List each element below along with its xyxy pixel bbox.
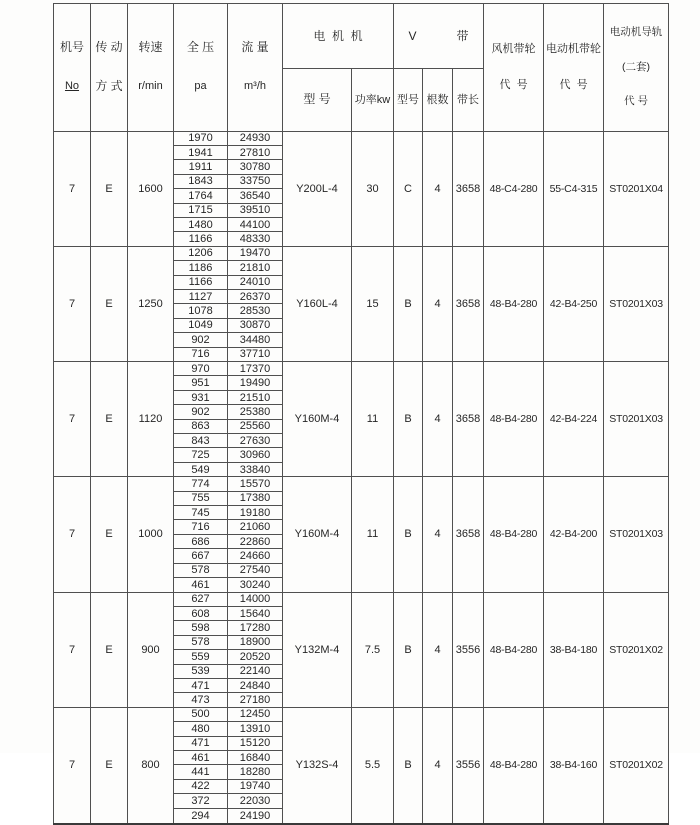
pressure-cell: 1166 [174,232,228,246]
fan-spec-table [53,3,669,825]
flow-cell: 12450 [228,707,283,721]
flow-cell: 30780 [228,160,283,174]
flow-cell: 25560 [228,419,283,433]
motor-model-cell: Y160M-4 [283,362,352,477]
speed-cell: 900 [128,592,174,707]
fan-pulley-cell: 48-B4-280 [484,592,544,707]
header-line: 代 号 [559,79,588,92]
flow-cell: 30240 [228,578,283,592]
pressure-cell: 578 [174,635,228,649]
rail-cell: ST0201X03 [604,477,669,592]
speed-cell: 1250 [128,246,174,361]
motor-model-cell: Y160M-4 [283,477,352,592]
flow-cell: 13910 [228,722,283,736]
pressure-cell: 1715 [174,203,228,217]
pressure-cell: 686 [174,534,228,548]
motor-model-cell: Y132S-4 [283,707,352,823]
flow-cell: 27810 [228,145,283,159]
motor-model-cell: Y160L-4 [283,246,352,361]
pressure-cell: 549 [174,462,228,476]
col-header-motor-rail [604,4,669,132]
fan-pulley-cell: 48-B4-280 [484,707,544,823]
machine-no-cell: 7 [54,707,91,823]
header-line: 电动机导轨 [609,26,663,38]
motor-pulley-cell: 42-B4-250 [544,246,604,361]
col-header-machine-no [54,4,91,132]
header-line: 代 号 [499,79,528,92]
rail-cell: ST0201X02 [604,592,669,707]
belt-type-cell: B [394,477,423,592]
flow-cell: 17380 [228,491,283,505]
flow-cell: 19740 [228,779,283,793]
pressure-cell: 294 [174,808,228,823]
rail-cell: ST0201X03 [604,362,669,477]
belt-type-cell: C [394,131,423,246]
belt-type-cell: B [394,362,423,477]
pressure-cell: 471 [174,736,228,750]
flow-cell: 33840 [228,462,283,476]
drive-mode-cell: E [91,707,128,823]
flow-cell: 15640 [228,606,283,620]
fan-pulley-cell: 48-B4-280 [484,246,544,361]
flow-cell: 21810 [228,261,283,275]
header-line: No [64,80,80,93]
machine-no-cell: 7 [54,131,91,246]
pressure-cell: 1941 [174,145,228,159]
header-line: 电动机带轮 [546,43,602,56]
motor-model-cell: Y200L-4 [283,131,352,246]
header-line: 流 量 [241,40,269,55]
rail-cell: ST0201X03 [604,246,669,361]
belt-count-cell: 4 [423,477,453,592]
belt-length-cell: 3556 [453,707,484,823]
spec-row [54,477,669,491]
pressure-cell: 716 [174,347,228,361]
motor-power-cell: 5.5 [352,707,394,823]
pressure-cell: 970 [174,362,228,376]
belt-count-cell: 4 [423,362,453,477]
header-line: 传 动 [95,40,123,55]
flow-cell: 24010 [228,275,283,289]
header-line: 代 号 [624,95,648,107]
flow-cell: 36540 [228,189,283,203]
pressure-cell: 441 [174,765,228,779]
belt-count-cell: 4 [423,592,453,707]
pressure-cell: 1480 [174,217,228,231]
pressure-cell: 372 [174,794,228,808]
pressure-cell: 608 [174,606,228,620]
flow-cell: 16840 [228,750,283,764]
flow-cell: 24840 [228,678,283,692]
col-header-flow [228,4,283,132]
col-header-vbelt-group: V 带 [394,4,484,69]
pressure-cell: 951 [174,376,228,390]
flow-cell: 24190 [228,808,283,823]
pressure-cell: 1206 [174,246,228,260]
belt-type-cell: B [394,592,423,707]
belt-type-cell: B [394,707,423,823]
flow-cell: 17280 [228,621,283,635]
flow-cell: 21060 [228,520,283,534]
col-header-fan-pulley [484,4,544,132]
flow-cell: 18900 [228,635,283,649]
col-header-pressure [174,4,228,132]
col-header-motor-power: 功率kw [352,69,394,131]
drive-mode-cell: E [91,477,128,592]
flow-cell: 24660 [228,549,283,563]
flow-cell: 27180 [228,693,283,707]
flow-cell: 28530 [228,304,283,318]
header-line: 全 压 [186,40,215,55]
drive-mode-cell: E [91,362,128,477]
flow-cell: 18280 [228,765,283,779]
pressure-cell: 598 [174,621,228,635]
col-header-speed [128,4,174,132]
belt-count-cell: 4 [423,246,453,361]
flow-cell: 34480 [228,333,283,347]
pressure-cell: 1843 [174,174,228,188]
machine-no-cell: 7 [54,592,91,707]
flow-cell: 22030 [228,794,283,808]
fan-pulley-cell: 48-B4-280 [484,477,544,592]
belt-length-cell: 3658 [453,477,484,592]
machine-no-cell: 7 [54,246,91,361]
flow-cell: 19180 [228,506,283,520]
flow-cell: 15570 [228,477,283,491]
pressure-cell: 471 [174,678,228,692]
pressure-cell: 473 [174,693,228,707]
pressure-cell: 755 [174,491,228,505]
pressure-cell: 1911 [174,160,228,174]
flow-cell: 20520 [228,650,283,664]
flow-cell: 19470 [228,246,283,260]
belt-count-cell: 4 [423,707,453,823]
flow-cell: 25380 [228,405,283,419]
pressure-cell: 667 [174,549,228,563]
pressure-cell: 480 [174,722,228,736]
belt-length-cell: 3556 [453,592,484,707]
fan-pulley-cell: 48-B4-280 [484,362,544,477]
col-header-belt-count: 根数 [423,69,453,131]
pressure-cell: 1186 [174,261,228,275]
pressure-cell: 1078 [174,304,228,318]
motor-power-cell: 11 [352,362,394,477]
motor-pulley-cell: 38-B4-160 [544,707,604,823]
motor-power-cell: 15 [352,246,394,361]
motor-pulley-cell: 38-B4-180 [544,592,604,707]
pressure-cell: 559 [174,650,228,664]
flow-cell: 27630 [228,434,283,448]
motor-model-cell: Y132M-4 [283,592,352,707]
motor-power-cell: 11 [352,477,394,592]
pressure-cell: 725 [174,448,228,462]
col-header-belt-length: 带长 [453,69,484,131]
header-line: m³/h [244,80,266,93]
flow-cell: 30870 [228,318,283,332]
pressure-cell: 716 [174,520,228,534]
pressure-cell: 1970 [174,131,228,145]
pressure-cell: 1166 [174,275,228,289]
table-body [54,131,669,824]
col-header-motor-model: 型 号 [283,69,352,131]
flow-cell: 30960 [228,448,283,462]
pressure-cell: 902 [174,405,228,419]
machine-no-cell: 7 [54,477,91,592]
pressure-cell: 863 [174,419,228,433]
belt-type-cell: B [394,246,423,361]
header-line: (二套) [622,60,651,73]
drive-mode-cell: E [91,131,128,246]
motor-power-cell: 30 [352,131,394,246]
pressure-cell: 422 [174,779,228,793]
machine-no-cell: 7 [54,362,91,477]
pressure-cell: 745 [174,506,228,520]
pressure-cell: 774 [174,477,228,491]
spec-row [54,362,669,376]
pressure-cell: 1764 [174,189,228,203]
flow-cell: 19490 [228,376,283,390]
flow-cell: 21510 [228,390,283,404]
drive-mode-cell: E [91,246,128,361]
speed-cell: 800 [128,707,174,823]
header-line: 机号 [59,40,84,55]
pressure-cell: 931 [174,390,228,404]
flow-cell: 22860 [228,534,283,548]
belt-length-cell: 3658 [453,246,484,361]
col-header-motor-group: 电 机 机 [283,4,394,69]
col-header-drive-mode [91,4,128,132]
col-header-motor-pulley [544,4,604,132]
rail-cell: ST0201X02 [604,707,669,823]
header-line: 方 式 [95,79,123,94]
col-header-belt-model: 型号 [394,69,423,131]
header-line: pa [194,80,207,93]
flow-cell: 17370 [228,362,283,376]
flow-cell: 14000 [228,592,283,606]
motor-pulley-cell: 55-C4-315 [544,131,604,246]
pressure-cell: 843 [174,434,228,448]
belt-length-cell: 3658 [453,362,484,477]
pressure-cell: 627 [174,592,228,606]
header-line: r/min [138,80,163,93]
spec-row [54,131,669,145]
speed-cell: 1000 [128,477,174,592]
flow-cell: 15120 [228,736,283,750]
motor-pulley-cell: 42-B4-224 [544,362,604,477]
speed-cell: 1120 [128,362,174,477]
pressure-cell: 461 [174,578,228,592]
motor-pulley-cell: 42-B4-200 [544,477,604,592]
flow-cell: 24930 [228,131,283,145]
pressure-cell: 539 [174,664,228,678]
spec-row [54,246,669,260]
flow-cell: 26370 [228,289,283,303]
flow-cell: 27540 [228,563,283,577]
flow-cell: 44100 [228,217,283,231]
pressure-cell: 578 [174,563,228,577]
pressure-cell: 1049 [174,318,228,332]
motor-power-cell: 7.5 [352,592,394,707]
flow-cell: 48330 [228,232,283,246]
drive-mode-cell: E [91,592,128,707]
flow-cell: 22140 [228,664,283,678]
belt-length-cell: 3658 [453,131,484,246]
spec-row [54,707,669,721]
table-header [54,4,669,132]
header-line: 转速 [138,40,163,55]
pressure-cell: 902 [174,333,228,347]
rail-cell: ST0201X04 [604,131,669,246]
flow-cell: 37710 [228,347,283,361]
pressure-cell: 461 [174,750,228,764]
belt-count-cell: 4 [423,131,453,246]
pressure-cell: 1127 [174,289,228,303]
flow-cell: 39510 [228,203,283,217]
header-line: 风机带轮 [491,43,536,56]
flow-cell: 33750 [228,174,283,188]
pressure-cell: 500 [174,707,228,721]
fan-pulley-cell: 48-C4-280 [484,131,544,246]
spec-row [54,592,669,606]
speed-cell: 1600 [128,131,174,246]
